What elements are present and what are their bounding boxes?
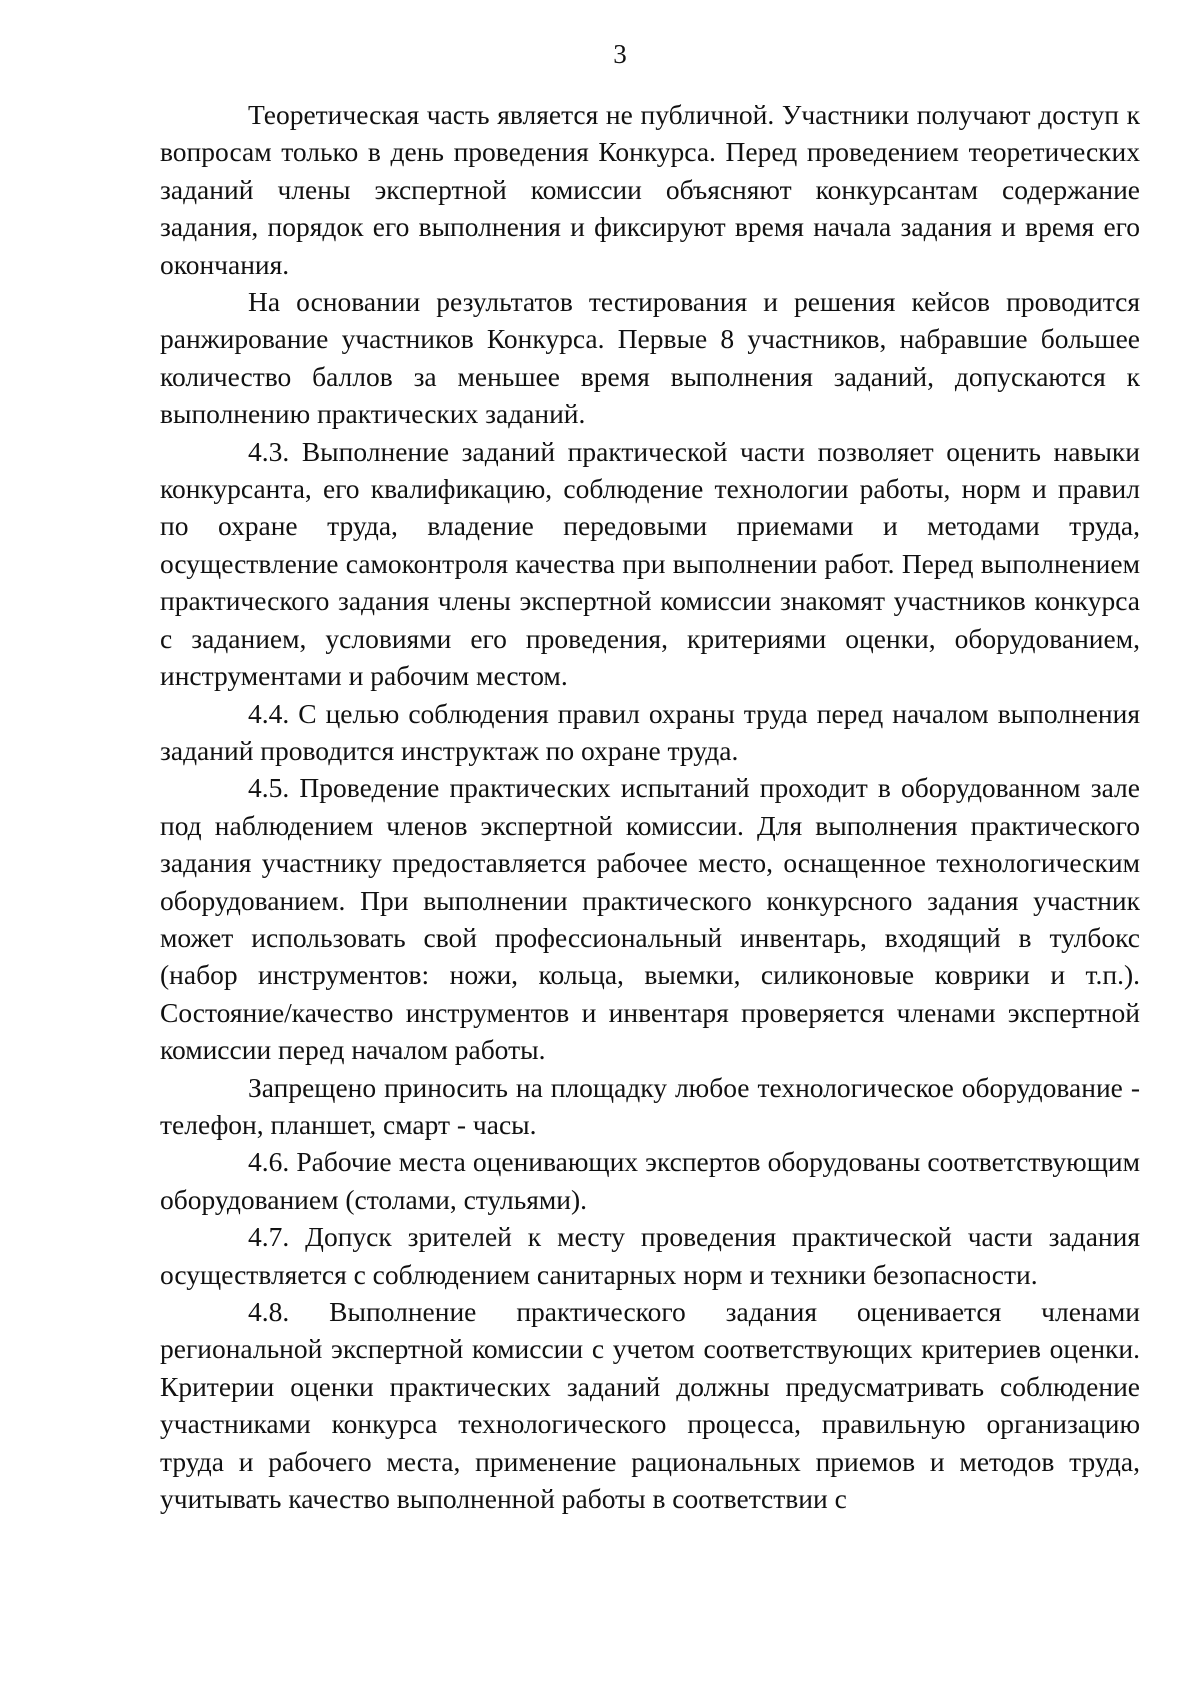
paragraph-4-8: 4.8. Выполнение практического задания оценивается членами региональной экспертной комиссии с учетом соответствующих критериев оценки. Критерии оценки практических заданий должны предусматривать соблюдение участниками конкурса технологического процесса, правильную организацию труда и рабочего места, применение рациональных приемов и методов труда, учитывать качество выполненной работы в соответствии с: [160, 1296, 1140, 1515]
paragraph-4-5: 4.5. Проведение практических испытаний проходит в оборудованном зале под наблюдением членов экспертной комиссии. Для выполнения практического задания участнику предоставляется рабочее место, оснащенное технологическим оборудованием. При выполнении практического конкурсного задания участник может использовать свой профессиональный инвентарь, входящий в тулбокс (набор инструментов: ножи, кольца, выемки, силиконовые коврики и т.п.). Состояние/качество инструментов и инвентаря проверяется членами экспертной комиссии перед началом работы.: [160, 772, 1140, 1066]
paragraph-4-7: 4.7. Допуск зрителей к месту проведения практической части задания осуществляется с соблюдением санитарных норм и техники безопасности.: [160, 1221, 1140, 1290]
paragraph-prohibited-equipment: Запрещено приносить на площадку любое технологическое оборудование - телефон, планшет, смарт - часы.: [160, 1071, 1140, 1140]
document-body: [160, 96, 1140, 1517]
paragraph-4-6: 4.6. Рабочие места оценивающих экспертов оборудованы соответствующим оборудованием (столами, стульями).: [160, 1146, 1140, 1215]
paragraph-ranking: На основании результатов тестирования и решения кейсов проводится ранжирование участников Конкурса. Первые 8 участников, набравшие большее количество баллов за меньшее время выполнения заданий, допускаются к выполнению практических заданий.: [160, 286, 1140, 430]
paragraph-4-4: 4.4. С целью соблюдения правил охраны труда перед началом выполнения заданий проводится инструктаж по охране труда.: [160, 697, 1140, 766]
page-number: 3: [613, 39, 627, 69]
paragraph-theory-access: Теоретическая часть является не публичной. Участники получают доступ к вопросам только в день проведения Конкурса. Перед проведением теоретических заданий члены экспертной комиссии объясняют конкурсантам содержание задания, порядок его выполнения и фиксируют время начала задания и время его окончания.: [160, 99, 1140, 280]
paragraph-4-3: 4.3. Выполнение заданий практической части позволяет оценить навыки конкурсанта, его квалификацию, соблюдение технологии работы, норм и правил по охране труда, владение передовыми приемами и методами труда, осуществление самоконтроля качества при выполнении работ. Перед выполнением практического задания члены экспертной комиссии знакомят участников конкурса с заданием, условиями его проведения, критериями оценки, оборудованием, инструментами и рабочим местом.: [160, 435, 1140, 692]
